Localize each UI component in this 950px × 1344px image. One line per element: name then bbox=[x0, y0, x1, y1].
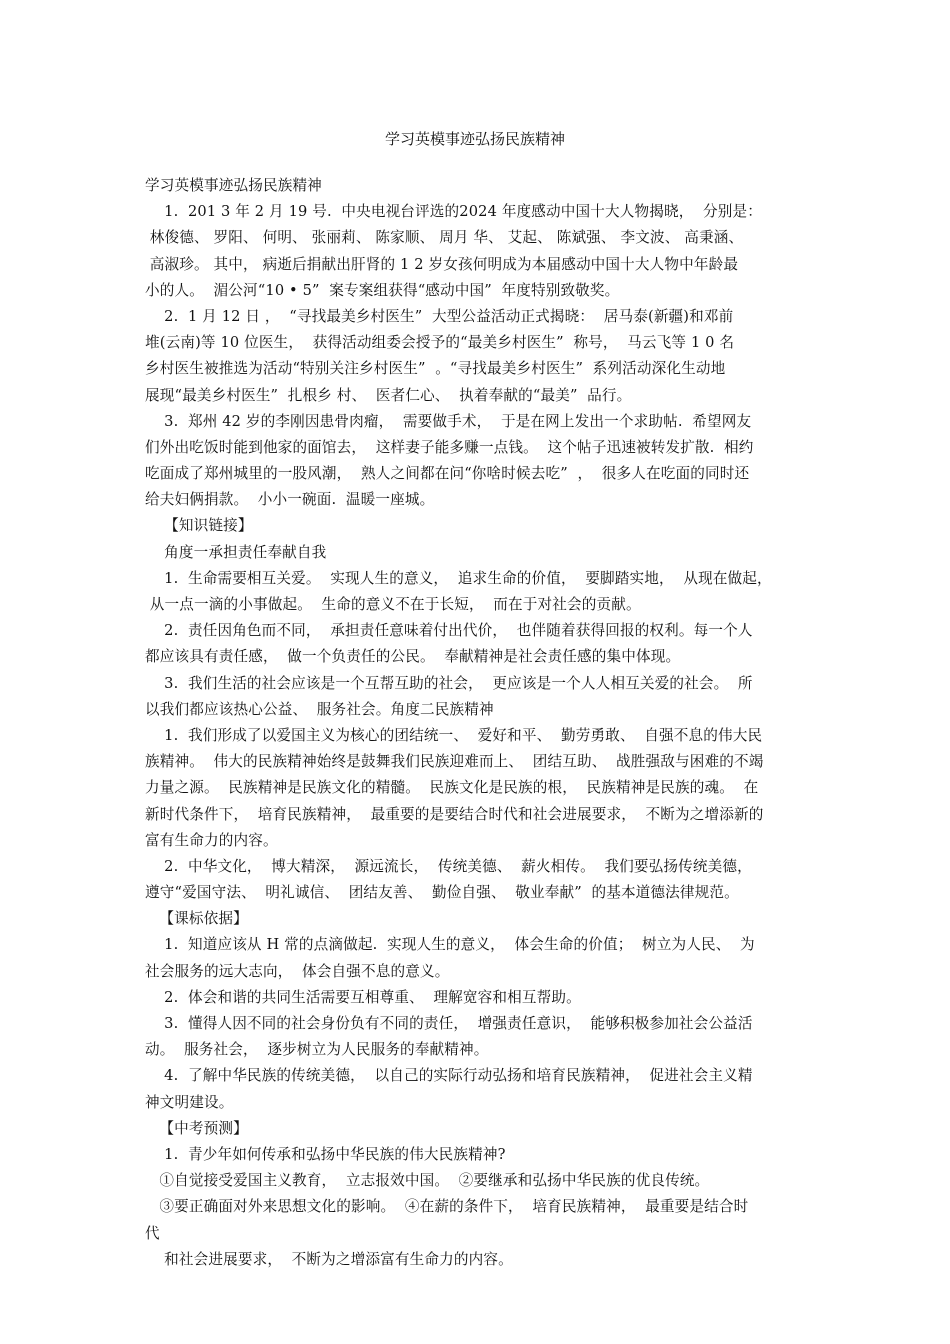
text-line: 4. 了解中华民族的传统美德， 以自己的实际行动弘扬和培育民族精神， 促进社会主义精 bbox=[145, 1067, 753, 1085]
text-line: 1. 知道应该从 H 常的点滴做起. 实现人生的意义， 体会生命的价值； 树立为人民、 为 bbox=[145, 936, 755, 954]
text-line: 2. 1 月 12 日 ， “寻找最美乡村医生” 大型公益活动正式揭晓： 居马泰(新疆)和邓前 bbox=[145, 307, 734, 325]
text-line: 堆(云南)等 10 位医生， 获得活动组委会授予的“最美乡村医生” 称号， 马云飞等 1 0 名 bbox=[145, 334, 735, 352]
text-line: 从一点一滴的小事做起。 生命的意义不在于长短， 而在于对社会的贡献。 bbox=[145, 596, 641, 613]
text-line: 3. 郑州 42 岁的李刚因患骨肉瘤， 需要做手术， 于是在网上发出一个求助帖. 希望网友 bbox=[145, 412, 752, 430]
text-line: 林俊德、 罗阳、 何明、 张丽莉、 陈家顺、 周月 华、 艾起、 陈斌强、 李文波、 高秉涵、 bbox=[145, 229, 744, 247]
text-line: 以我们都应该热心公益、 服务社会。角度二民族精神 bbox=[145, 700, 494, 718]
text-line: 力量之源。 民族精神是民族文化的精髓。 民族文化是民族的根， 民族精神是民族的魂。 在 bbox=[145, 779, 759, 797]
text-line: 【课标依据】 bbox=[145, 910, 248, 928]
text-line: 小的人。 湄公河“10 • 5” 案专案组获得“感动中国” 年度特别致敬奖。 bbox=[145, 281, 620, 299]
text-line: 1. 青少年如何传承和弘扬中华民族的伟大民族精神? bbox=[145, 1145, 506, 1163]
text-line: 1. 201 3 年 2 月 19 号. 中央电视台评选的2024 年度感动中国十大人物揭晓， 分别是： bbox=[145, 203, 763, 221]
text-line: 社会服务的远大志向， 体会自强不息的意义。 bbox=[145, 962, 450, 980]
text-line: 神文明建设。 bbox=[145, 1093, 234, 1111]
text-line: 乡村医生被推选为活动“特别关注乡村医生” 。“寻找最美乡村医生” 系列活动深化生动地 bbox=[145, 360, 726, 378]
text-line: 富有生命力的内容。 bbox=[145, 831, 278, 849]
text-line: 给夫妇俩捐款。 小小一碗面. 温暖一座城。 bbox=[145, 491, 435, 509]
text-line: 1. 生命需要相互关爱。 实现人生的意义， 追求生命的价值， 要脚踏实地， 从现在做起， bbox=[145, 569, 772, 587]
text-line: 3. 我们生活的社会应该是一个互帮互助的社会， 更应该是一个人人相互关爱的社会。 所 bbox=[145, 674, 753, 692]
page-title: 学习英模事迹弘扬民族精神 bbox=[384, 130, 565, 148]
text-line: 2. 责任因角色而不同， 承担责任意味着付出代价， 也伴随着获得回报的权利。每一个人 bbox=[145, 622, 753, 640]
text-line: 和社会进展要求， 不断为之增添富有生命力的内容。 bbox=[145, 1250, 513, 1268]
text-line: 新时代条件下， 培育民族精神， 最重要的是要结合时代和社会进展要求， 不断为之增添新的 bbox=[145, 805, 764, 823]
text-line: 吃面成了郑州城里的一股风潮， 熟人之间都在问“你啥时候去吃” ， 很多人在吃面的同时还 bbox=[145, 465, 750, 483]
text-line: 2. 中华文化， 博大精深， 源远流长， 传统美德、 薪火相传。 我们要弘扬传统美德， bbox=[145, 857, 752, 875]
document-body bbox=[145, 173, 825, 1273]
text-line: 族精神。 伟大的民族精神始终是鼓舞我们民族迎难而上、 团结互助、 战胜强敌与困难的不竭 bbox=[145, 753, 764, 771]
text-line: 3. 懂得人因不同的社会身份负有不同的责任， 增强责任意识， 能够积极参加社会公益活 bbox=[145, 1015, 753, 1032]
text-line: 们外出吃饭时能到他家的面馆去， 这样妻子能多赚一点钱。 这个帖子迅速被转发扩散. 相约 bbox=[145, 438, 754, 456]
text-line: 代 bbox=[145, 1224, 160, 1242]
text-line: 遵守“爱国守法、 明礼诚信、 团结友善、 勤俭自强、 敬业奉献” 的基本道德法律规范。 bbox=[145, 884, 739, 902]
text-line: 都应该具有责任感， 做一个负责任的公民。 奉献精神是社会责任感的集中体现。 bbox=[145, 648, 681, 666]
text-line: 高淑珍。 其中， 病逝后捐献出肝肾的 1 2 岁女孩何明成为本届感动中国十大人物中年龄最 bbox=[145, 255, 739, 273]
text-line: 角度一承担责任奉献自我 bbox=[145, 543, 327, 561]
text-line: 【知识链接】 bbox=[145, 517, 253, 535]
text-line: 动。 服务社会， 逐步树立为人民服务的奉献精神。 bbox=[145, 1041, 489, 1059]
text-line: 1. 我们形成了以爱国主义为核心的团结统一、 爱好和平、 勤劳勇敢、 自强不息的伟大民 bbox=[145, 726, 763, 744]
text-line: 学习英模事迹弘扬民族精神 bbox=[145, 177, 322, 194]
text-line: 2. 体会和谐的共同生活需要互相尊重、 理解宽容和相互帮助。 bbox=[145, 988, 581, 1006]
text-line: ③要正确面对外来思想文化的影响。 ④在薪的条件下， 培育民族精神， 最重要是结合时 bbox=[145, 1198, 749, 1216]
text-line: ①自觉接受爱国主义教育， 立志报效中国。 ②要继承和弘扬中华民族的优良传统。 bbox=[145, 1172, 710, 1190]
text-line: 展现“最美乡村医生” 扎根乡 村、 医者仁心、 执着奉献的“最美” 品行。 bbox=[145, 386, 632, 404]
text-line: 【中考预测】 bbox=[145, 1119, 248, 1137]
